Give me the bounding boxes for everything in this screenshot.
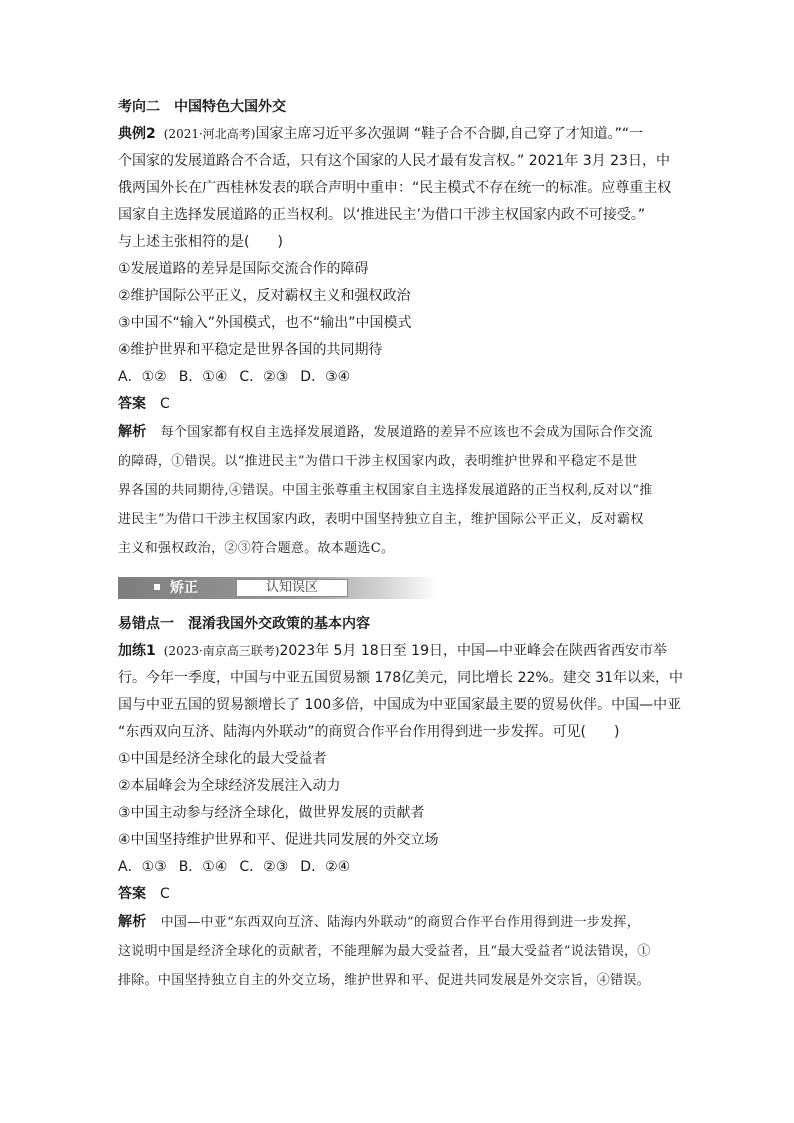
practice-text-line: 国与中亚五国的贸易额增长了 100多倍，中国成为中亚国家最主要的贸易伙伴。中国—中亚 (118, 697, 682, 713)
answer-value: C (160, 886, 170, 902)
explanation-text: 每个国家都有权自主选择发展道路，发展道路的差异不应该也不会成为国际合作交流 (160, 425, 653, 440)
document-content (118, 94, 684, 995)
explanation-text: 中国—中亚“东西双向互济、陆海内外联动”的商贸合作平台作用得到进一步发挥， (160, 915, 641, 930)
answer-row (118, 881, 678, 908)
option-d: D．②④ (300, 859, 351, 875)
explanation-line: 界各国的共同期待,④错误。中国主张尊重主权国家自主选择发展道路的正当权利,反对以“推 (118, 483, 653, 498)
explanation-line: 进民主”为借口干涉主权国家内政，表明中国坚持独立自主，维护国际公平正义，反对霸权 (118, 512, 644, 527)
answer-options (118, 854, 678, 881)
practice-source: (2023·南京高三联考) (163, 644, 280, 658)
option-b: B．①④ (178, 369, 228, 385)
practice-text-line: 2023年 5月 18日至 19日，中国—中亚峰会在陕西省西安市举 (279, 643, 667, 659)
explanation-line (118, 418, 678, 447)
option-d: D．③④ (300, 369, 351, 385)
example-2-first-line (118, 121, 678, 148)
answer-value: C (160, 396, 170, 412)
example-question-line: 与上述主张相符的是( ) (118, 234, 283, 250)
option-c: C．②③ (239, 369, 289, 385)
example-text-line: 俄两国外长在广西桂林发表的联合声明中重申：“民主模式不存在统一的标准。应尊重主权 (118, 180, 672, 196)
banner-left (118, 577, 234, 599)
explanation-line: 主义和强权政治，②③符合题意。故本题选C。 (118, 541, 395, 556)
choice-3: ③中国主动参与经济全球化，做世界发展的贡献者 (118, 805, 425, 821)
choice-3: ③中国不“输入”外国模式，也不“输出”中国模式 (118, 315, 412, 331)
explanation-label: 解析 (118, 424, 147, 440)
explanation-label: 解析 (118, 914, 147, 930)
example-text-line: 国家自主选择发展道路的正当权利。以‘推进民主’为借口干涉主权国家内政不可接受。” (118, 207, 646, 223)
example-label: 典例2 (118, 126, 156, 142)
option-a: A．①③ (118, 859, 167, 875)
section-banner (118, 577, 438, 599)
explanation-line: 的障碍，①错误。以“推进民主”为借口干涉主权国家内政，表明维护世界和平稳定不是世 (118, 454, 638, 469)
option-a: A．①② (118, 369, 167, 385)
answer-label: 答案 (118, 396, 146, 412)
explanation-line (118, 908, 678, 937)
option-b: B．①④ (178, 859, 228, 875)
banner-left-text: 矫正 (170, 580, 198, 596)
choice-2: ②维护国际公平正义，反对霸权主义和强权政治 (118, 288, 411, 304)
choice-2: ②本届峰会为全球经济发展注入动力 (118, 778, 341, 794)
choice-4: ④维护世界和平稳定是世界各国的共同期待 (118, 342, 383, 358)
choice-1: ①中国是经济全球化的最大受益者 (118, 751, 327, 767)
practice-text-line: 行。今年一季度，中国与中亚五国贸易额 178亿美元，同比增长 22%。建交 31年以来，中 (118, 670, 684, 686)
option-c: C．②③ (239, 859, 289, 875)
choice-4: ④中国坚持维护世界和平、促进共同发展的外交立场 (118, 832, 439, 848)
choice-1: ①发展道路的差异是国际交流合作的障碍 (118, 261, 369, 277)
section-heading-error-point: 易错点一 混淆我国外交政策的基本内容 (118, 616, 370, 632)
banner-right-text: 认知误区 (236, 579, 348, 597)
example-text-line: 个国家的发展道路合不合适，只有这个国家的人民才最有发言权。” 2021年 3月 23日，中 (118, 153, 670, 169)
practice-label: 加练1 (118, 643, 156, 659)
example-source: (2021·河北高考) (163, 127, 256, 141)
example-text-line: 国家主席习近平多次强调 “鞋子合不合脚,自己穿了才知道。”“一 (255, 126, 644, 142)
answer-label: 答案 (118, 886, 146, 902)
explanation-line: 排除。中国坚持独立自主的外交立场，维护世界和平、促进共同发展是外交宗旨，④错误。 (118, 973, 651, 988)
practice-question-line: “东西双向互济、陆海内外联动”的商贸合作平台作用得到进一步发挥。可见( ) (118, 724, 620, 740)
answer-row (118, 391, 678, 418)
square-bullet-icon (154, 584, 160, 590)
practice-1-first-line (118, 638, 678, 665)
answer-options (118, 364, 678, 391)
explanation-line: 这说明中国是经济全球化的贡献者，不能理解为最大受益者，且“最大受益者”说法错误，① (118, 944, 651, 959)
section-heading-diplomacy: 考向二 中国特色大国外交 (118, 99, 286, 115)
